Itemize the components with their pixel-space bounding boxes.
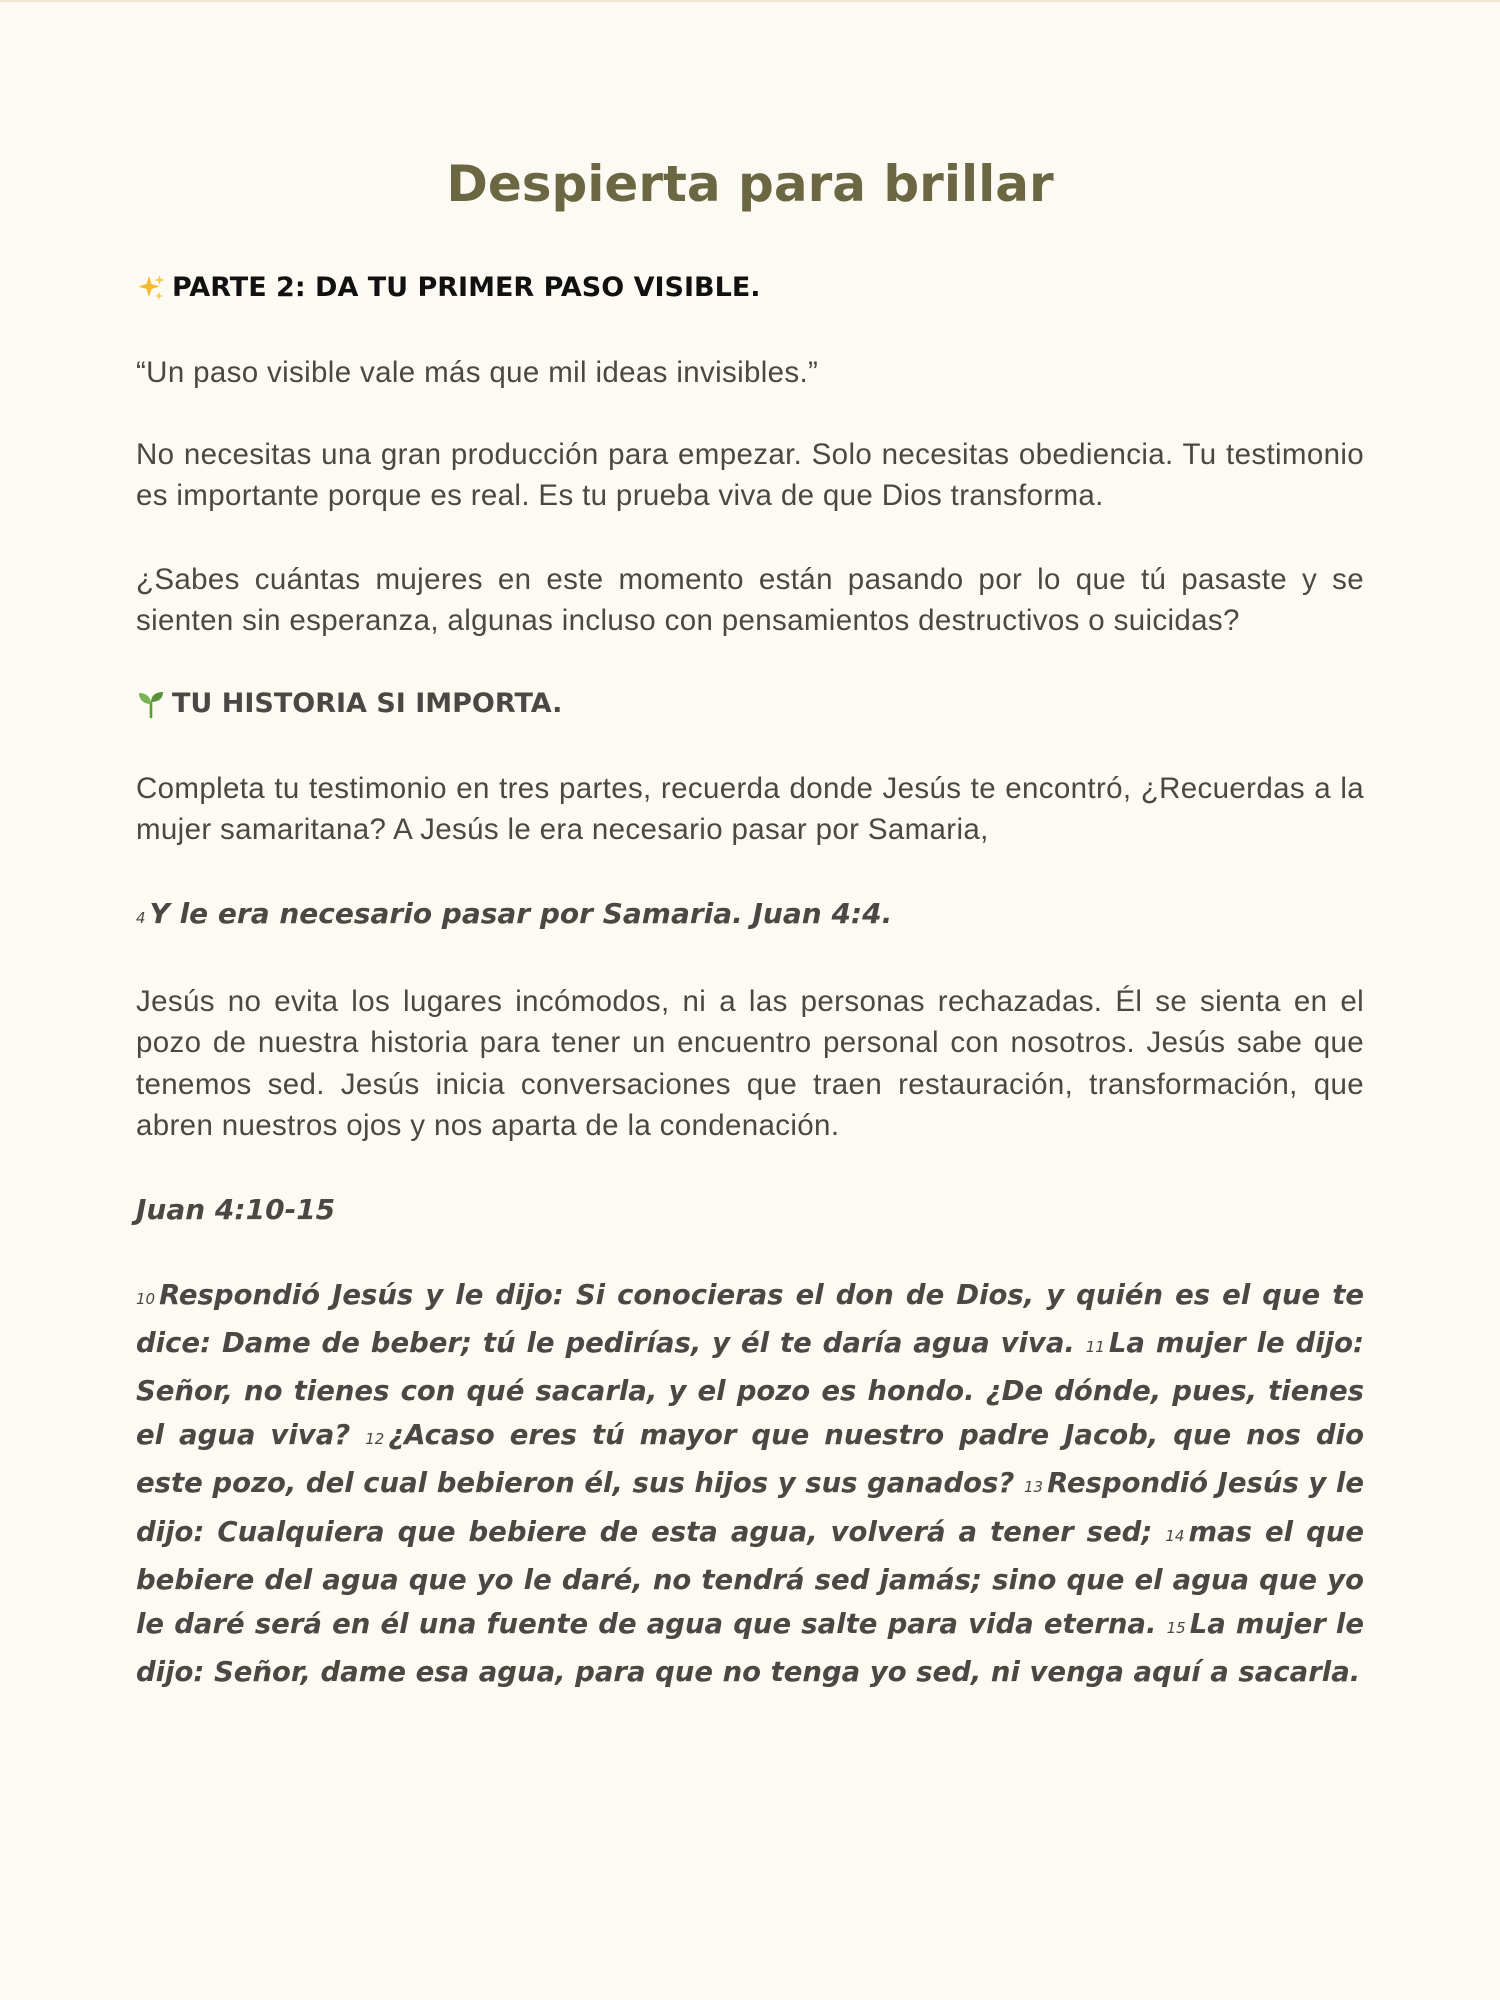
verse-number: 10: [136, 1289, 156, 1308]
verse-text: ¿Acaso eres tú mayor que nuestro padre Jacob, que nos dio este pozo, del cual bebieron él, sus hijos y sus ganados?: [136, 1419, 1364, 1500]
verse-text: La mujer le dijo: Señor, dame esa agua, para que no tenga yo sed, ni venga aquí a sacarla.: [136, 1607, 1365, 1689]
subheading-text: TU HISTORIA SI IMPORTA.: [172, 687, 563, 719]
passage: [136, 1273, 1364, 1695]
document-page: [136, 148, 1364, 1694]
verse-number: 13: [1023, 1478, 1044, 1497]
quote: “Un paso visible vale más que mil ideas invisibles.”: [136, 356, 819, 389]
verse-number: 15: [1166, 1618, 1186, 1637]
subheading: [136, 684, 1364, 724]
sparkles-icon: [136, 273, 166, 303]
paragraph-1: No necesitas una gran producción para empezar. Solo necesitas obediencia. Tu testimonio es importante porque es real. Es tu prueba viva de que Dios transforma.: [136, 437, 1364, 512]
top-rule: [0, 0, 1500, 2]
passage-reference: Juan 4:10-15: [136, 1192, 336, 1226]
verse-number: 14: [1165, 1526, 1185, 1545]
verse-text: La mujer le dijo: Señor, no tienes con qué sacarla, y el pozo es hondo. ¿De dónde, pues, tienes el agua viva?: [136, 1326, 1364, 1452]
page-title: Despierta para brillar: [446, 155, 1054, 213]
section-heading: [136, 268, 1364, 308]
verse-number: 12: [365, 1430, 385, 1449]
section-heading-text: PARTE 2: DA TU PRIMER PASO VISIBLE.: [172, 272, 761, 303]
verse-text: Y le era necesario pasar por Samaria. Juan 4:4.: [149, 896, 893, 930]
paragraph-2: ¿Sabes cuántas mujeres en este momento están pasando por lo que tú pasaste y se sienten sin esperanza, algunas incluso con pensamientos destructivos o suicidas?: [136, 562, 1364, 637]
verse-number: 11: [1085, 1337, 1105, 1356]
seedling-icon: [136, 689, 166, 719]
paragraph-4: Jesús no evita los lugares incómodos, ni a las personas rechazadas. Él se sienta en el pozo de nuestra historia para tener un encuentro personal con nosotros. Jesús sabe que tenemos sed. Jesús inicia conversaciones que traen restauración, transformación, que abren nuestros ojos y nos aparta de la condenación.: [136, 984, 1364, 1142]
verse-text: Respondió Jesús y le dijo: Cualquiera que bebiere de esta agua, volverá a tener sed;: [136, 1467, 1364, 1548]
paragraph-3: Completa tu testimonio en tres partes, recuerda donde Jesús te encontró, ¿Recuerdas a la mujer samaritana? A Jesús le era necesario pasar por Samaria,: [136, 771, 1364, 846]
verse-number: 4: [136, 908, 146, 927]
verse-juan-4-4: [136, 893, 1364, 939]
verse-text: Respondió Jesús y le dijo: Si conocieras el don de Dios, y quién es el que te dice: Dame de beber; tú le pedirías, y él te daría agua viva.: [136, 1278, 1364, 1359]
verse-text: mas el que bebiere del agua que yo le daré, no tendrá sed jamás; sino que el agua que yo le daré será en él una fuente de agua que salte para vida eterna.: [136, 1515, 1364, 1640]
